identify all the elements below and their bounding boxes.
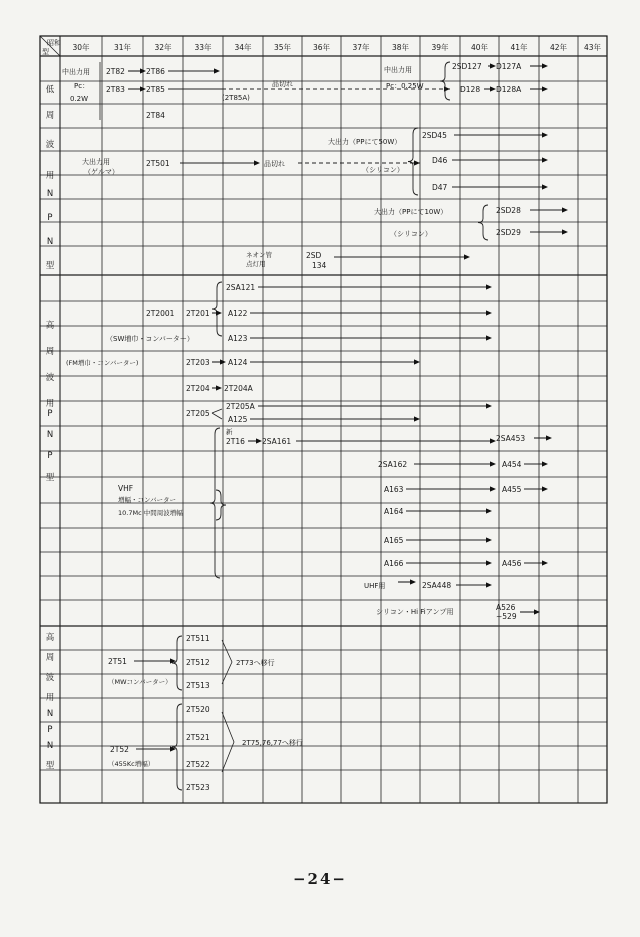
arrow-2sa162-head (490, 461, 496, 466)
label-2sd134b: 134 (312, 261, 327, 270)
section-3-char-3: 用 (45, 693, 55, 703)
arrow-2sa453-head (546, 435, 552, 440)
section-1-char-0: 低 (45, 85, 55, 95)
section-1-char-7: 型 (45, 261, 55, 271)
label-mid-output-2: 中出力用 (384, 66, 412, 74)
year-header-39: 39年 (431, 43, 449, 52)
year-header-38: 38年 (391, 43, 410, 52)
label-2t512: 2T512 (186, 658, 210, 667)
section-3-char-2: 波 (45, 673, 55, 683)
label-2t205a: 2T205A (226, 402, 255, 411)
arrow-d46-head (542, 157, 548, 162)
label-pc-02w: 0.2W (70, 95, 89, 103)
arrow-2sd28-head (562, 207, 568, 212)
label-a164: A164 (384, 507, 404, 516)
label-2t51: 2T51 (108, 657, 127, 666)
arrow-a454-head (542, 461, 548, 466)
label-d128a: D128A (496, 85, 522, 94)
label-a123: A123 (228, 334, 248, 343)
label-2sa162: 2SA162 (378, 460, 408, 469)
label-vhf-amp: 増幅・コンバーター (118, 496, 177, 504)
label-fm-amp: (FM増巾・コンバーター) (66, 359, 139, 367)
section-3-char-1: 周 (45, 653, 55, 663)
line-2t205 (212, 413, 222, 419)
label-germanium: （ゲルマ） (84, 168, 119, 176)
label-a124: A124 (228, 358, 248, 367)
year-header-31: 31年 (113, 43, 132, 52)
label-2t522: 2T522 (186, 760, 210, 769)
arrow-d127a-head (542, 63, 548, 68)
label-pc: Pc： (74, 82, 90, 90)
arrow-2sd29-head (562, 229, 568, 234)
label-455kc-amp: （455Kc増幅） (108, 760, 155, 768)
chevron-2t73 (222, 640, 232, 684)
arrow-a122-head (486, 310, 492, 315)
arrow-a124-head (414, 359, 420, 364)
arrow-2t501-head (254, 160, 260, 165)
label-vhf: VHF (118, 484, 134, 493)
label-2sd29: 2SD29 (496, 228, 521, 237)
label-lighting-use: 点灯用 (246, 260, 266, 268)
label-d47: D47 (432, 183, 448, 192)
label-2sa121: 2SA121 (226, 283, 256, 292)
section-2-char-3: 用 (45, 399, 55, 409)
label-a456: A456 (502, 559, 522, 568)
label-2sa453: 2SA453 (496, 434, 526, 443)
arrow-d47-head (542, 184, 548, 189)
label-a122: A122 (228, 309, 248, 318)
label-2t523: 2T523 (186, 783, 210, 792)
label-2sd127: 2SD127 (452, 62, 482, 71)
arrow-2sa448-head (486, 582, 492, 587)
label-2sd134a: 2SD (306, 251, 322, 260)
section-3-char-6: N (46, 741, 54, 751)
label-2t513: 2T513 (186, 681, 210, 690)
label-d128: D128 (460, 85, 481, 94)
year-header-30: 30年 (72, 43, 90, 52)
section-3-char-5: P (47, 725, 53, 735)
label-silicon-hifi: シリコン・Hi Fiアンプ用 (376, 608, 454, 616)
label-big-output-50w: 大出力（PPにて50W） (328, 138, 402, 146)
label-2t511: 2T511 (186, 634, 210, 643)
header-corner-bottom: 型 (42, 48, 49, 56)
arrow-uhf-head (410, 579, 416, 584)
label-d127a: D127A (496, 62, 522, 71)
label-silicon-1: （シリコン） (362, 166, 404, 174)
year-header-36: 36年 (312, 43, 331, 52)
arrow-a455-head (542, 486, 548, 491)
label-2t84: 2T84 (146, 111, 165, 120)
label-uhf: UHF用 (364, 582, 386, 590)
brace-2t52x (172, 704, 182, 790)
label-2t521: 2T521 (186, 733, 210, 742)
label-2t86: 2T86 (146, 67, 165, 76)
section-3-char-7: 型 (45, 761, 55, 771)
label-2sd28: 2SD28 (496, 206, 521, 215)
label-a529: ~529 (496, 612, 517, 621)
label-a454: A454 (502, 460, 522, 469)
arrow-a166-head (486, 560, 492, 565)
label-out-of-stock-2: 品切れ (264, 160, 285, 168)
arrow-d128a-head (542, 86, 548, 91)
label-a165: A165 (384, 536, 404, 545)
header-corner-top: 昭和 (47, 39, 61, 47)
label-2t82: 2T82 (106, 67, 125, 76)
brace-2sd28 (478, 205, 488, 240)
year-header-34: 34年 (234, 43, 252, 52)
label-mw-converter: （MWコンバーター） (108, 678, 172, 686)
line-2t205a (212, 409, 222, 413)
section-2-char-7: 型 (45, 473, 55, 483)
section-3-char-0: 高 (45, 633, 55, 643)
label-2t203: 2T203 (186, 358, 210, 367)
year-header-43: 43年 (583, 43, 602, 52)
arrow-a125-head (414, 416, 420, 421)
label-neon-tube: ネオン管 (246, 251, 272, 259)
section-2-char-1: 周 (45, 347, 55, 357)
label-2sa448: 2SA448 (422, 581, 452, 590)
section-1-char-5: P (47, 213, 53, 223)
label-a526: A526 (496, 603, 516, 612)
label-2t201: 2T201 (186, 309, 210, 318)
section-1-char-2: 波 (45, 140, 55, 150)
year-header-33: 33年 (194, 43, 212, 52)
year-header-35: 35年 (273, 43, 292, 52)
section-1-char-3: 用 (45, 171, 55, 181)
label-2t205: 2T205 (186, 409, 210, 418)
arrow-2sd45-head (542, 132, 548, 137)
label-moved-2t73: 2T73へ移行 (236, 659, 275, 667)
arrow-2t204-head (216, 385, 222, 390)
arrow-a164-head (486, 508, 492, 513)
section-2-char-4: P (47, 409, 53, 419)
label-2t204a: 2T204A (224, 384, 253, 393)
label-2t16: 2T16 (226, 437, 245, 446)
arrow-2sd134-head (464, 254, 470, 259)
label-a166: A166 (384, 559, 404, 568)
label-2t204: 2T204 (186, 384, 210, 393)
arrow-2t201-head (216, 310, 222, 315)
year-header-40: 40年 (470, 43, 489, 52)
section-1-char-6: N (46, 237, 54, 247)
arrow-a165-head (486, 537, 492, 542)
section-2-char-6: P (47, 451, 53, 461)
year-header-37: 37年 (352, 43, 370, 52)
section-2-char-0: 高 (45, 321, 55, 331)
label-big-output-germa: 大出力用 (82, 158, 110, 166)
label-pc-025w: Pc：0.25W (386, 82, 424, 90)
arrow-2t205a-head (486, 403, 492, 408)
year-header-41: 41年 (510, 43, 528, 52)
section-1-char-1: 周 (45, 111, 55, 121)
arrow-2sa121-head (486, 284, 492, 289)
label-big-output-10w: 大出力（PPにて10W） (374, 208, 448, 216)
label-2t85a: (2T85A) (222, 94, 250, 102)
label-2t85: 2T85 (146, 85, 165, 94)
label-2t501: 2T501 (146, 159, 170, 168)
arrow-2t86-head (214, 68, 220, 73)
arrow-a163-head (490, 486, 496, 491)
chevron-2t75 (222, 712, 234, 772)
label-a125: A125 (228, 415, 248, 424)
brace-vhf-inner (216, 490, 226, 520)
section-2-char-5: N (46, 430, 54, 440)
label-2sd45: 2SD45 (422, 131, 447, 140)
label-2t52: 2T52 (110, 745, 129, 754)
label-new: 新 (226, 428, 233, 436)
arrow-head-2t501 (414, 160, 420, 165)
label-if-amp: 10.7Mc 中間周波増幅 (118, 509, 183, 517)
arrow-a123-head (486, 335, 492, 340)
brace-2t51x (172, 636, 182, 690)
label-a455: A455 (502, 485, 522, 494)
label-silicon-2: （シリコン） (390, 230, 432, 238)
label-2t520: 2T520 (186, 705, 210, 714)
label-sw-amp: （SW増巾・コンバーター） (106, 335, 194, 343)
brace-2sa121 (212, 282, 222, 336)
label-2sa161: 2SA161 (262, 437, 292, 446)
label-a163: A163 (384, 485, 404, 494)
section-2-char-2: 波 (45, 373, 55, 383)
label-2t2001: 2T2001 (146, 309, 175, 318)
label-2t83: 2T83 (106, 85, 125, 94)
label-mid-output: 中出力用 (62, 68, 90, 76)
year-header-42: 42年 (549, 43, 568, 52)
year-header-32: 32年 (154, 43, 172, 52)
section-1-char-4: N (46, 189, 54, 199)
label-out-of-stock-1: 品切れ (272, 80, 293, 88)
label-moved-2t75: 2T75,76,77へ移行 (242, 739, 303, 747)
page-number: −24− (292, 870, 347, 888)
arrow-a456-head (542, 560, 548, 565)
label-d46: D46 (432, 156, 448, 165)
section-3-char-4: N (46, 709, 54, 719)
